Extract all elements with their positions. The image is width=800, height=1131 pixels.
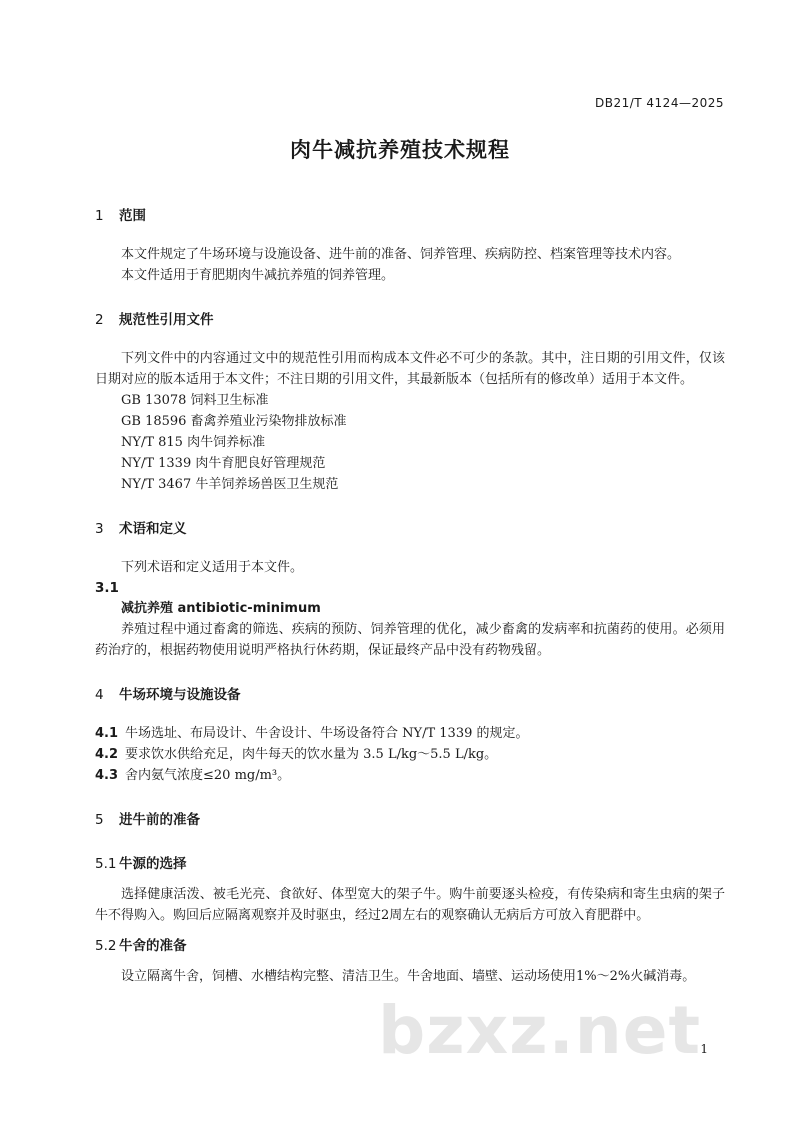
paragraph: 本文件规定了牛场环境与设施设备、进牛前的准备、饲养管理、疾病防控、档案管理等技术内容。: [121, 247, 681, 262]
watermark: bzxz.net: [378, 992, 702, 1069]
section-title: 进牛前的准备: [119, 812, 200, 828]
section-title: 范围: [119, 208, 146, 224]
clause-number: 4.1: [95, 726, 119, 741]
subsection-heading-barn: [95, 936, 725, 956]
subsection-title: 牛舍的准备: [119, 938, 187, 954]
section-number: 5: [95, 812, 104, 828]
section-number: 2: [95, 312, 104, 328]
page-number: 1: [700, 1042, 708, 1056]
term-definition: 养殖过程中通过畜禽的筛选、疾病的预防、饲养管理的优化，减少畜禽的发病率和抗菌药的使用。必须用药治疗的，根据药物使用说明严格执行休药期，保证最终产品中没有药物残留。: [95, 622, 725, 658]
clause-number: 4.2: [95, 747, 119, 762]
clause: [95, 744, 725, 765]
subsection-number: 5.2: [95, 938, 117, 954]
reference-item: GB 13078 饲料卫生标准: [121, 393, 269, 408]
section-heading-preparation: [95, 810, 725, 830]
paragraph: 选择健康活泼、被毛光亮、食欲好、体型宽大的架子牛。购牛前要逐头检疫，有传染病和寄生虫病的架子牛不得购入。购回后应隔离观察并及时驱虫，经过2周左右的观察确认无病后方可放入育肥群中。: [95, 887, 725, 923]
subsection-number: 5.1: [95, 856, 117, 872]
paragraph: 下列文件中的内容通过文中的规范性引用而构成本文件必不可少的条款。其中，注日期的引用文件，仅该日期对应的版本适用于本文件；不注日期的引用文件，其最新版本（包括所有的修改单）适用于本文件。: [95, 351, 725, 387]
clause: [95, 765, 725, 786]
section-heading-farm-environment: [95, 685, 725, 705]
section-heading-normative-references: [95, 310, 725, 330]
reference-item: NY/T 3467 牛羊饲养场兽医卫生规范: [121, 477, 339, 492]
section-title: 牛场环境与设施设备: [119, 687, 241, 703]
paragraph: 本文件适用于育肥期肉牛减抗养殖的饲养管理。: [121, 268, 395, 283]
subsection-title: 牛源的选择: [119, 856, 187, 872]
section-title: 术语和定义: [119, 521, 187, 537]
section-title: 规范性引用文件: [119, 312, 214, 328]
document-body: [95, 206, 725, 987]
document-title: 肉牛减抗养殖技术规程: [290, 138, 510, 162]
document-number: DB21/T 4124—2025: [594, 96, 724, 110]
term-number: 3.1: [95, 580, 119, 596]
section-number: 4: [95, 687, 104, 703]
clause-number: 4.3: [95, 768, 119, 783]
section-number: 3: [95, 521, 104, 537]
clause-text: 舍内氨气浓度≤20 mg/m³。: [125, 768, 291, 783]
clause-text: 要求饮水供给充足，肉牛每天的饮水量为 3.5 L/kg～5.5 L/kg。: [125, 747, 498, 762]
term-name: 减抗养殖 antibiotic-minimum: [121, 601, 321, 616]
reference-item: NY/T 1339 肉牛育肥良好管理规范: [121, 456, 326, 471]
section-heading-terms: [95, 519, 725, 539]
reference-item: GB 18596 畜禽养殖业污染物排放标准: [121, 414, 347, 429]
reference-item: NY/T 815 肉牛饲养标准: [121, 435, 266, 450]
clause-text: 牛场选址、布局设计、牛舍设计、牛场设备符合 NY/T 1339 的规定。: [125, 726, 529, 741]
paragraph: 设立隔离牛舍，饲槽、水槽结构完整、清洁卫生。牛舍地面、墙壁、运动场使用1%～2%火碱消毒。: [121, 969, 696, 984]
clause: [95, 723, 725, 744]
subsection-heading-cattle-source: [95, 854, 725, 874]
paragraph: 下列术语和定义适用于本文件。: [121, 560, 304, 575]
section-heading-scope: [95, 206, 725, 226]
section-number: 1: [95, 208, 104, 224]
